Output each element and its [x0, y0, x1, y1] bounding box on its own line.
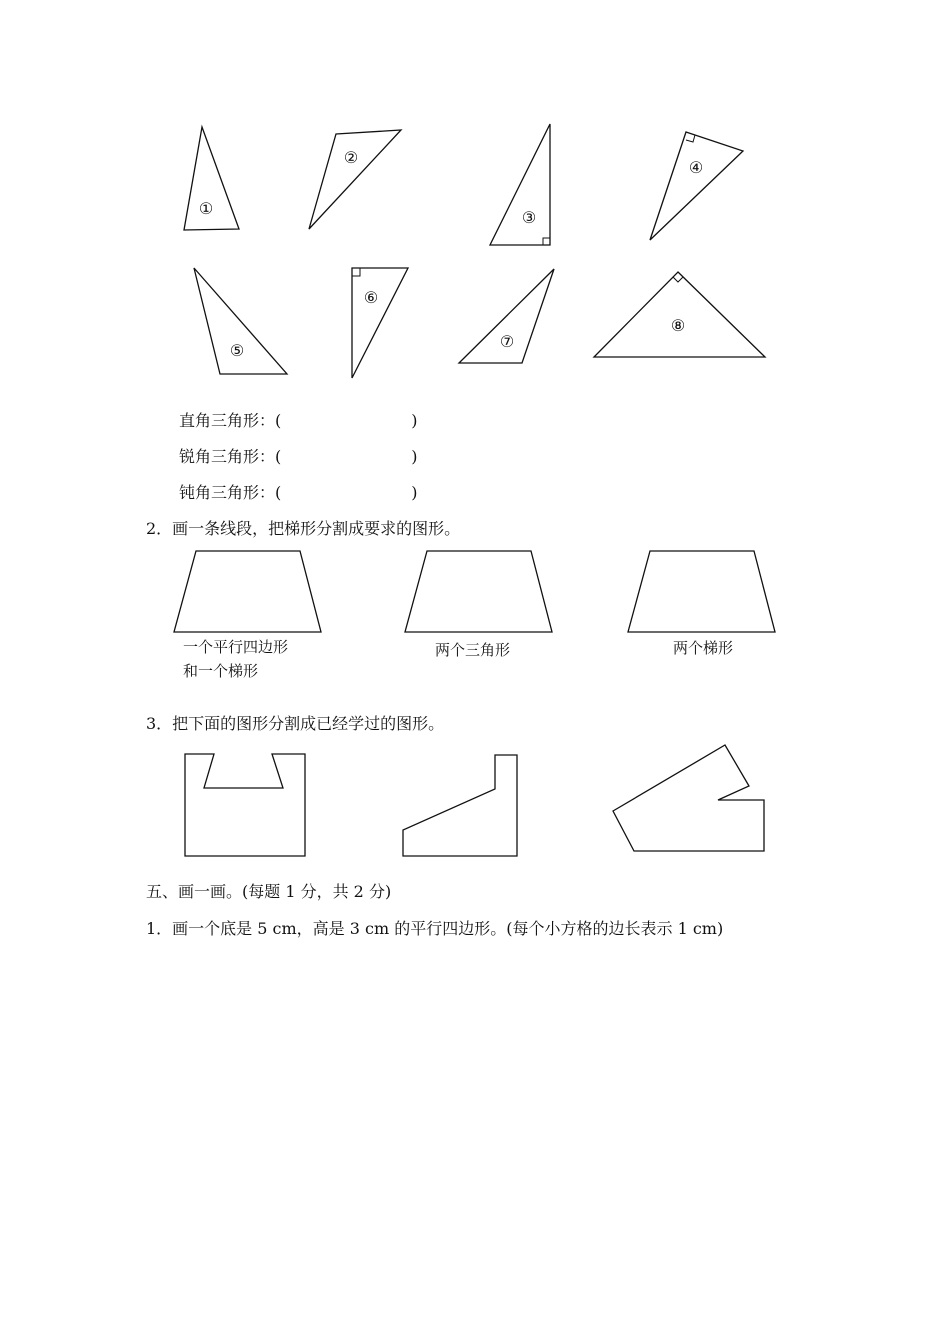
- triangle-3: [490, 124, 550, 245]
- caption-parallelogram-and-trapezoid-line1: 一个平行四边形: [183, 638, 289, 656]
- triangle-8: [594, 272, 765, 357]
- triangle-4: [650, 132, 743, 240]
- triangle-8-label: ⑧: [670, 316, 686, 335]
- right-angle-mark: [673, 277, 683, 282]
- caption-two-trapezoids: 两个梯形: [673, 639, 734, 657]
- answer-line-obtuse-triangles: [179, 483, 418, 503]
- triangle-5: [194, 268, 287, 374]
- caption-parallelogram-and-trapezoid-line2: 和一个梯形: [183, 662, 259, 680]
- section-5-question-1: 1．画一个底是 5 cm，高是 3 cm 的平行四边形。(每个小方格的边长表示 1 cm): [146, 919, 724, 938]
- triangle-5-label: ⑤: [229, 341, 245, 360]
- triangle-7: [459, 269, 554, 363]
- trapezoid-1: [174, 551, 321, 632]
- triangle-7-label: ⑦: [499, 332, 515, 351]
- answer-close-paren: ): [411, 411, 418, 430]
- right-angle-mark: [686, 135, 695, 142]
- triangle-1-label: ①: [198, 199, 214, 218]
- section-5-title: 五、画一画。(每题 1 分，共 2 分): [146, 882, 392, 901]
- triangle-2-label: ②: [343, 148, 359, 167]
- question-3-title: 3．把下面的图形分割成已经学过的图形。: [146, 714, 445, 733]
- triangle-4-label: ④: [688, 158, 704, 177]
- answer-close-paren: ): [411, 447, 418, 466]
- triangle-6-label: ⑥: [363, 288, 379, 307]
- triangle-3-label: ③: [521, 208, 537, 227]
- answer-line-right-triangles: [179, 411, 418, 431]
- answer-line-acute-triangles: [179, 447, 418, 467]
- triangle-2: [309, 130, 401, 229]
- caption-two-triangles: 两个三角形: [435, 641, 511, 659]
- trapezoid-2: [405, 551, 552, 632]
- composite-shape-l-shape: [403, 755, 517, 856]
- trapezoid-3: [628, 551, 775, 632]
- composite-shape-notched-rectangle: [185, 754, 305, 856]
- triangle-6: [352, 268, 408, 378]
- triangle-1: [184, 127, 239, 230]
- composite-shape-irregular: [613, 745, 764, 851]
- right-angle-mark: [352, 268, 360, 276]
- answer-label: 直角三角形：(: [179, 411, 282, 430]
- answer-label: 钝角三角形：(: [179, 483, 282, 502]
- answer-close-paren: ): [411, 483, 418, 502]
- question-2-title: 2．画一条线段，把梯形分割成要求的图形。: [146, 519, 461, 538]
- answer-label: 锐角三角形：(: [179, 447, 282, 466]
- right-angle-mark: [543, 238, 550, 245]
